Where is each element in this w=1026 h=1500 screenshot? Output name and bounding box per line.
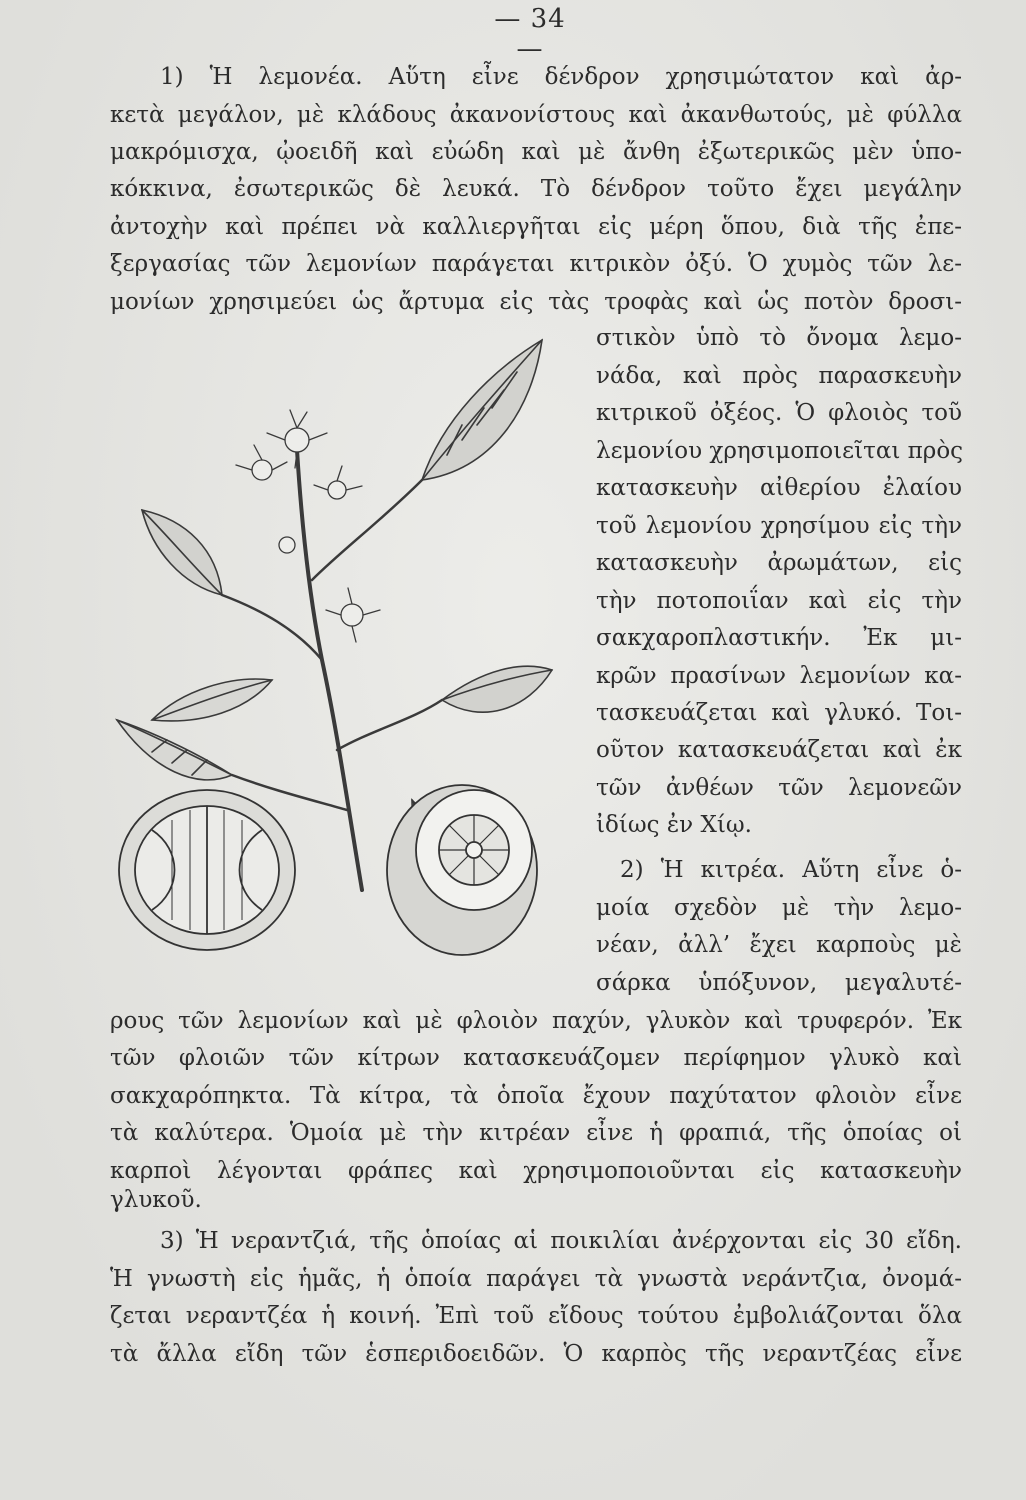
section2-column-line: μοία σχεδὸν μὲ τὴν λεμο- [596, 895, 962, 921]
section2-line: καρποὶ λέγονται φράπες καὶ χρησιμοποιοῦνται εἰς κατασκευὴν [110, 1158, 962, 1184]
section2-line: γλυκοῦ. [110, 1187, 202, 1213]
flower-cluster [236, 410, 380, 642]
section1-line: 1) Ἡ λεμονέα. Αὕτη εἶνε δένδρον χρησιμώτατον καὶ ἀρ- [160, 64, 962, 90]
section1-line: κόκκινα, ἐσωτερικῶς δὲ λευκά. Τὸ δένδρον τοῦτο ἔχει μεγάλην [110, 176, 962, 202]
column-line: σακχαροπλαστικήν. Ἐκ μι- [596, 625, 962, 651]
section3-line: ζεται νεραντζέα ἡ κοινή. Ἐπὶ τοῦ εἴδους τούτου ἐμβολιάζονται ὅλα [110, 1303, 962, 1329]
column-line: τὴν ποτοποιΐαν καὶ εἰς τὴν [596, 588, 962, 614]
section2-column-line: σάρκα ὑπόξυνον, μεγαλυτέ- [596, 970, 962, 996]
column-line: νάδα, καὶ πρὸς παρασκευὴν [596, 363, 962, 389]
section1-line: μακρόμισχα, ᾠοειδῆ καὶ εὐώδη καὶ μὲ ἄνθη ἐξωτερικῶς μὲν ὑπο- [110, 139, 962, 165]
column-line: οῦτον κατασκευάζεται καὶ ἐκ [596, 737, 962, 763]
column-line: στικὸν ὑπὸ τὸ ὄνομα λεμο- [596, 325, 962, 351]
section3-line: Ἡ γνωστὴ εἰς ἡμᾶς, ἡ ὁποία παράγει τὰ γνωστὰ νεράντζια, ὀνομά- [110, 1266, 962, 1292]
section2-column-line: 2) Ἡ κιτρέα. Αὕτη εἶνε ὁ- [620, 857, 962, 883]
column-line: κιτρικοῦ ὀξέος. Ὁ φλοιὸς τοῦ [596, 400, 962, 426]
column-line: κατασκευὴν αἰθερίου ἐλαίου [596, 475, 962, 501]
section2-column-line: νέαν, ἀλλ’ ἔχει καρποὺς μὲ [596, 932, 962, 958]
lemon-branch-illustration [112, 330, 562, 1000]
section1-line: ἀντοχὴν καὶ πρέπει νὰ καλλιεργῆται εἰς μέρη ὅπου, διὰ τῆς ἐπε- [110, 214, 962, 240]
lemon-cross-section [387, 785, 537, 955]
section1-line: μονίων χρησιμεύει ὡς ἄρτυμα εἰς τὰς τροφὰς καὶ ὡς ποτὸν δροσι- [110, 289, 962, 315]
section1-line: κετὰ μεγάλον, μὲ κλάδους ἀκανονίστους καὶ ἀκανθωτούς, μὲ φύλλα [110, 102, 962, 128]
page-number: — 34 — [494, 4, 566, 64]
section3-line: 3) Ἡ νεραντζιά, τῆς ὁποίας αἱ ποικιλίαι ἀνέρχονται εἰς 30 εἴδη. [160, 1228, 962, 1254]
column-line: τασκευάζεται καὶ γλυκό. Τοι- [596, 700, 962, 726]
section2-line: τὰ καλύτερα. Ὁμοία μὲ τὴν κιτρέαν εἶνε ἡ φραπιά, τῆς ὁποίας οἱ [110, 1120, 962, 1146]
column-line: λεμονίου χρησιμοποιεῖται πρὸς [596, 438, 964, 464]
section2-line: σακχαρόπηκτα. Τὰ κίτρα, τὰ ὁποῖα ἔχουν παχύτατον φλοιὸν εἶνε [110, 1083, 962, 1109]
column-line: ἰδίως ἐν Χίῳ. [596, 812, 752, 838]
section3-line: τὰ ἄλλα εἴδη τῶν ἑσπεριδοειδῶν. Ὁ καρπὸς τῆς νεραντζέας εἶνε [110, 1341, 962, 1367]
column-line: τοῦ λεμονίου χρησίμου εἰς τὴν [596, 513, 962, 539]
column-line: τῶν ἀνθέων τῶν λεμονεῶν [596, 775, 962, 801]
column-line: κρῶν πρασίνων λεμονίων κα- [596, 663, 962, 689]
column-line: κατασκευὴν ἀρωμάτων, εἰς [596, 550, 962, 576]
halved-lemon [119, 790, 295, 950]
section1-line: ξεργασίας τῶν λεμονίων παράγεται κιτρικὸν ὀξύ. Ὁ χυμὸς τῶν λε- [110, 251, 962, 277]
section2-line: τῶν φλοιῶν τῶν κίτρων κατασκευάζομεν περίφημον γλυκὸ καὶ [110, 1045, 962, 1071]
section2-line: ρους τῶν λεμονίων καὶ μὲ φλοιὸν παχύν, γλυκὸν καὶ τρυφερόν. Ἐκ [110, 1008, 962, 1034]
